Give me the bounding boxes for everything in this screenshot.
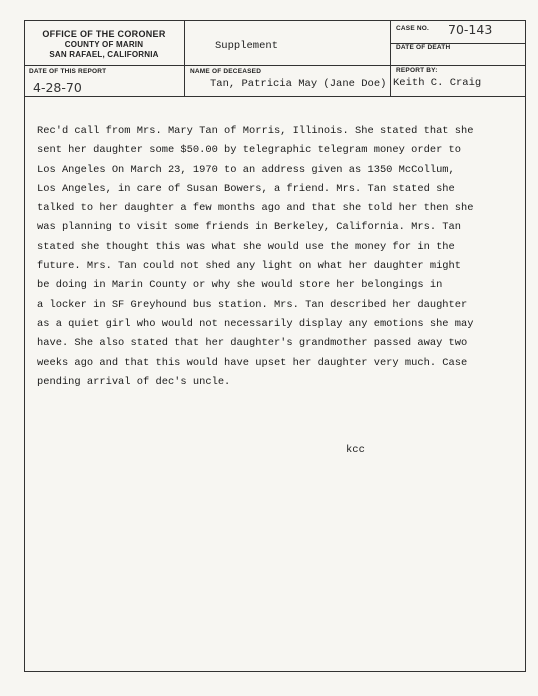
date-of-report-label: DATE OF THIS REPORT	[29, 68, 107, 75]
narrative-line: Los Angeles, in care of Susan Bowers, a friend. Mrs. Tan stated she	[37, 182, 455, 195]
date-of-report-value: 4-28-70	[33, 80, 82, 95]
narrative-line: talked to her daughter a few months ago and that she told her then she	[37, 202, 474, 215]
narrative-line: Rec'd call from Mrs. Mary Tan of Morris, Illinois. She stated that she	[37, 125, 474, 137]
report-narrative	[37, 122, 507, 392]
narrative-line: pending arrival of dec's uncle.	[37, 375, 231, 388]
name-of-deceased-label: NAME OF DECEASED	[190, 68, 262, 75]
report-by-label: REPORT BY:	[396, 67, 438, 74]
narrative-line: a locker in SF Greyhound bus station. Mrs. Tan described her daughter	[37, 298, 468, 311]
report-by-value: Keith C. Craig	[393, 77, 482, 89]
narrative-line: as a quiet girl who would not necessarily display any emotions she may	[37, 317, 474, 330]
narrative-line: future. Mrs. Tan could not shed any light on what her daughter might	[37, 260, 462, 273]
narrative-line: have. She also stated that her daughter's grandmother passed away two	[37, 337, 468, 350]
narrative-line: stated she thought this was what she would use the money for in the	[37, 240, 455, 253]
narrative-line: Los Angeles On March 23, 1970 to an address given as 1350 McCollum,	[37, 163, 455, 176]
case-no-value: 70-143	[448, 22, 493, 37]
office-heading	[24, 20, 184, 64]
signature-initials: kcc	[346, 444, 365, 456]
name-of-deceased-value: Tan, Patricia May (Jane Doe)	[210, 78, 387, 90]
narrative-line: was planning to visit some friends in Berkeley, California. Mrs. Tan	[37, 221, 462, 234]
narrative-line: be doing in Marin County or why she would store her belongings in	[37, 279, 443, 292]
narrative-line: sent her daughter some $50.00 by telegraphic telegram money order to	[37, 144, 462, 157]
office-line-1: OFFICE OF THE CORONER	[42, 29, 166, 39]
office-line-3: SAN RAFAEL, CALIFORNIA	[49, 50, 159, 59]
office-line-2: COUNTY OF MARIN	[64, 40, 144, 49]
date-of-death-label: DATE OF DEATH	[396, 44, 451, 51]
report-type: Supplement	[215, 40, 279, 52]
case-no-label: CASE NO.	[396, 25, 430, 32]
narrative-line: weeks ago and that this would have upset her daughter very much. Case	[37, 356, 468, 369]
